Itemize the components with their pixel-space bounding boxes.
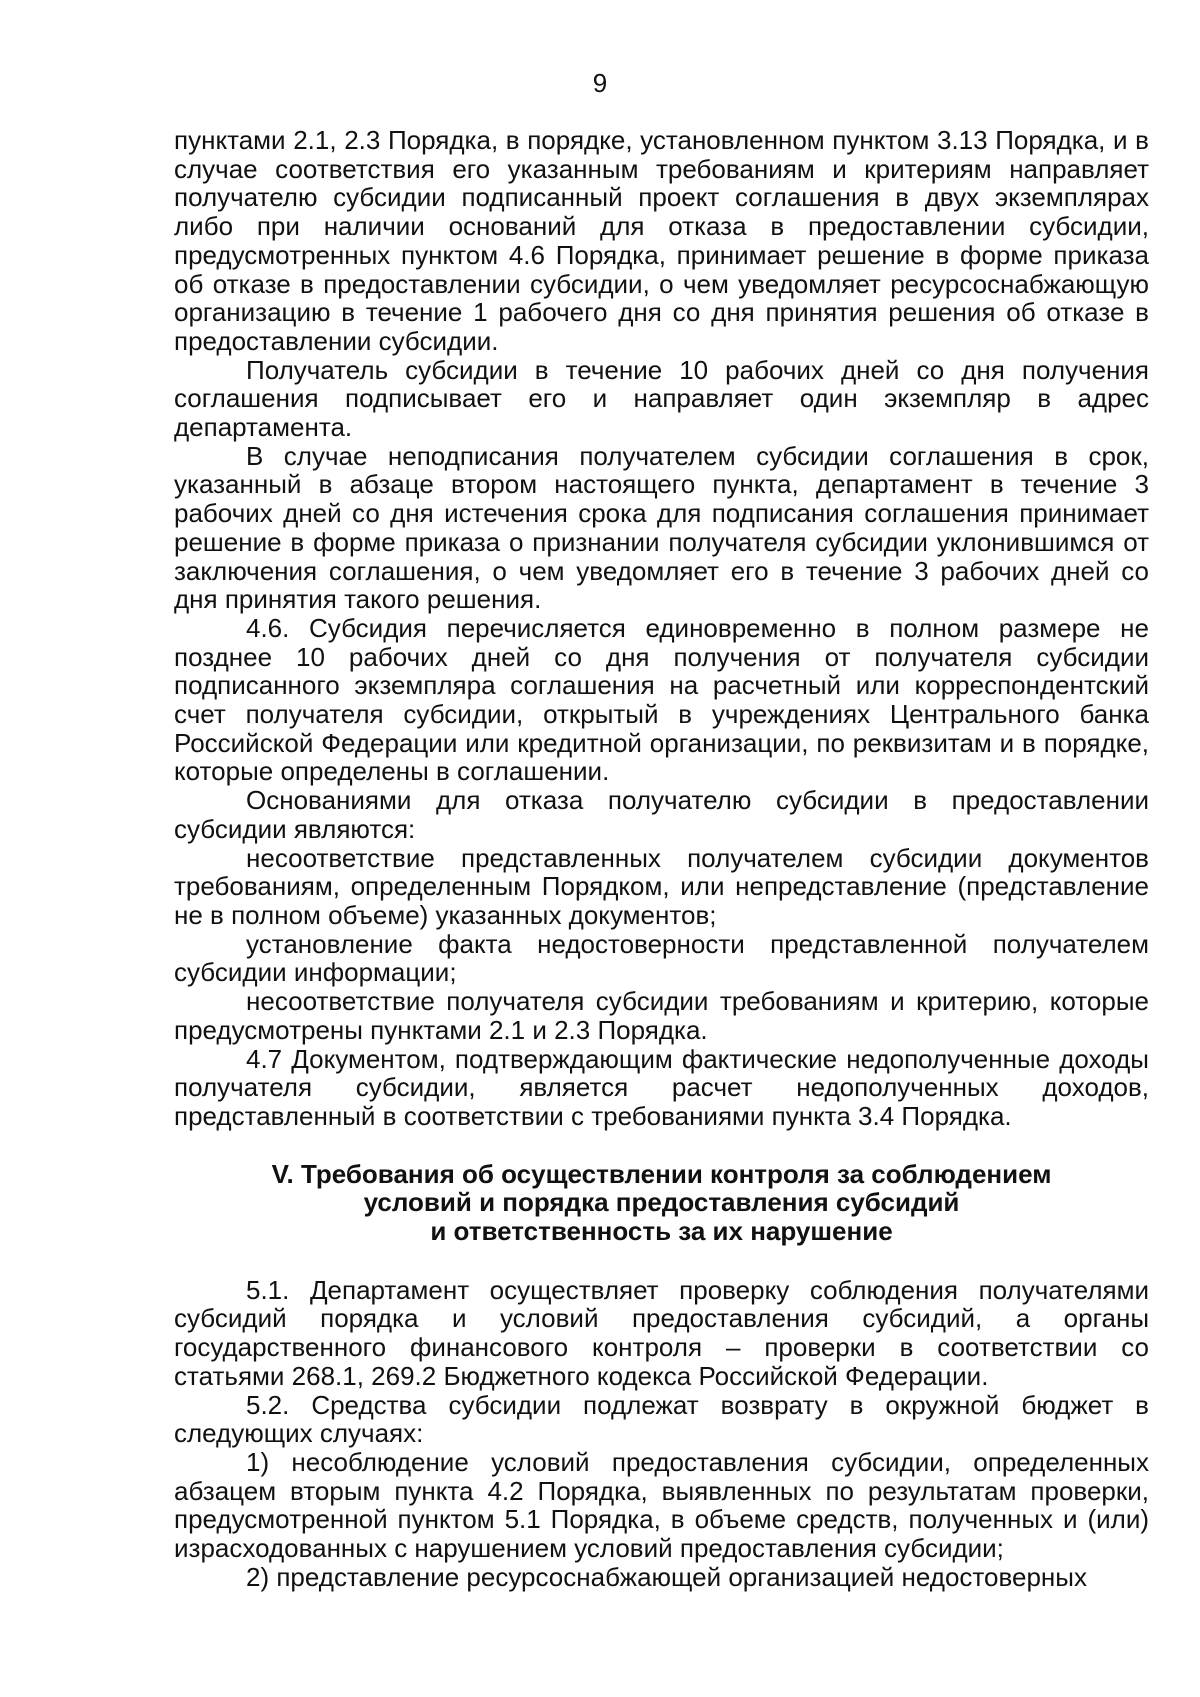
section-heading-line-2: условий и порядка предоставления субсидий xyxy=(363,1187,960,1218)
paragraph-signing-period: Получатель субсидии в течение 10 рабочих дней со дня получения соглашения подписывает его и направляет один экземпляр в адрес департамента. xyxy=(174,354,1149,443)
paragraph-4-6: 4.6. Субсидия перечисляется единовременно в полном размере не позднее 10 рабочих дней со дня получения от получателя субсидии подписанного экземпляра соглашения на расчетный или корреспондентский счет получателя субсидии, открытый в учреждениях Центрального банка Российской Федерации или кредитной организации, по реквизитам и в порядке, которые определены в соглашении. xyxy=(174,612,1149,787)
paragraph-5-2: 5.2. Средства субсидии подлежат возврату в окружной бюджет в следующих случаях: xyxy=(174,1389,1149,1449)
paragraph-4-7: 4.7 Документом, подтверждающим фактические недополученные доходы получателя субсидии, является расчет недополученных доходов, представленный в соответствии с требованиями пункта 3.4 Порядка. xyxy=(174,1043,1149,1131)
paragraph-ground-documents: несоответствие представленных получателем субсидии документов требованиям, определенным Порядком, или непредставление (представление не в полном объеме) указанных документов; xyxy=(174,842,1149,930)
section-heading-line-3: и ответственность за их нарушение xyxy=(430,1216,893,1247)
paragraph-refusal-grounds: Основаниями для отказа получателю субсидии в предоставлении субсидии являются: xyxy=(174,785,1149,844)
section-heading-line-1: V. Требования об осуществлении контроля за соблюдением xyxy=(271,1158,1052,1189)
paragraph-non-signing: В случае неподписания получателем субсидии соглашения в срок, указанный в абзаце втором настоящего пункта, департамент в течение 3 рабочих дней со дня истечения срока для подписания соглашения принимает решение в форме приказа о признании получателя субсидии уклонившимся от заключения соглашения, о чем уведомляет его в течение 3 рабочих дней со дня принятия такого решения. xyxy=(174,440,1149,615)
page-number: 9 xyxy=(592,68,608,98)
paragraph-5-2-item-2: 2) представление ресурсоснабжающей организацией недостоверных xyxy=(246,1561,1087,1592)
paragraph-continuation: пунктами 2.1, 2.3 Порядка, в порядке, установленном пунктом 3.13 Порядка, и в случае соответствия его указанным требованиям и критериям направляет получателю субсидии подписанный проект соглашения в двух экземплярах либо при наличии оснований для отказа в предоставлении субсидии, предусмотренных пунктом 4.6 Порядка, принимает решение в форме приказа об отказе в предоставлении субсидии, о чем уведомляет ресурсоснабжающую организацию в течение 1 рабочего дня со дня принятия решения об отказе в предоставлении субсидии. xyxy=(174,125,1149,356)
section-heading xyxy=(174,1160,1149,1246)
paragraph-ground-criteria: несоответствие получателя субсидии требованиям и критерию, которые предусмотрены пунктами 2.1 и 2.3 Порядка. xyxy=(174,986,1149,1045)
paragraph-5-2-item-1: 1) несоблюдение условий предоставления субсидии, определенных абзацем вторым пункта 4.2 Порядка, выявленных по результатам проверки, предусмотренной пунктом 5.1 Порядка, в объеме средств, полученных и (или) израсходованных с нарушением условий предоставления субсидии; xyxy=(174,1446,1149,1564)
document-body xyxy=(174,126,1149,1591)
paragraph-ground-false-info: установление факта недостоверности представленной получателем субсидии информации; xyxy=(174,928,1149,988)
paragraph-5-1: 5.1. Департамент осуществляет проверку соблюдения получателями субсидий порядка и условий предоставления субсидий, а органы государственного финансового контроля – проверки в соответствии со статьями 268.1, 269.2 Бюджетного кодекса Российской Федерации. xyxy=(174,1274,1149,1391)
